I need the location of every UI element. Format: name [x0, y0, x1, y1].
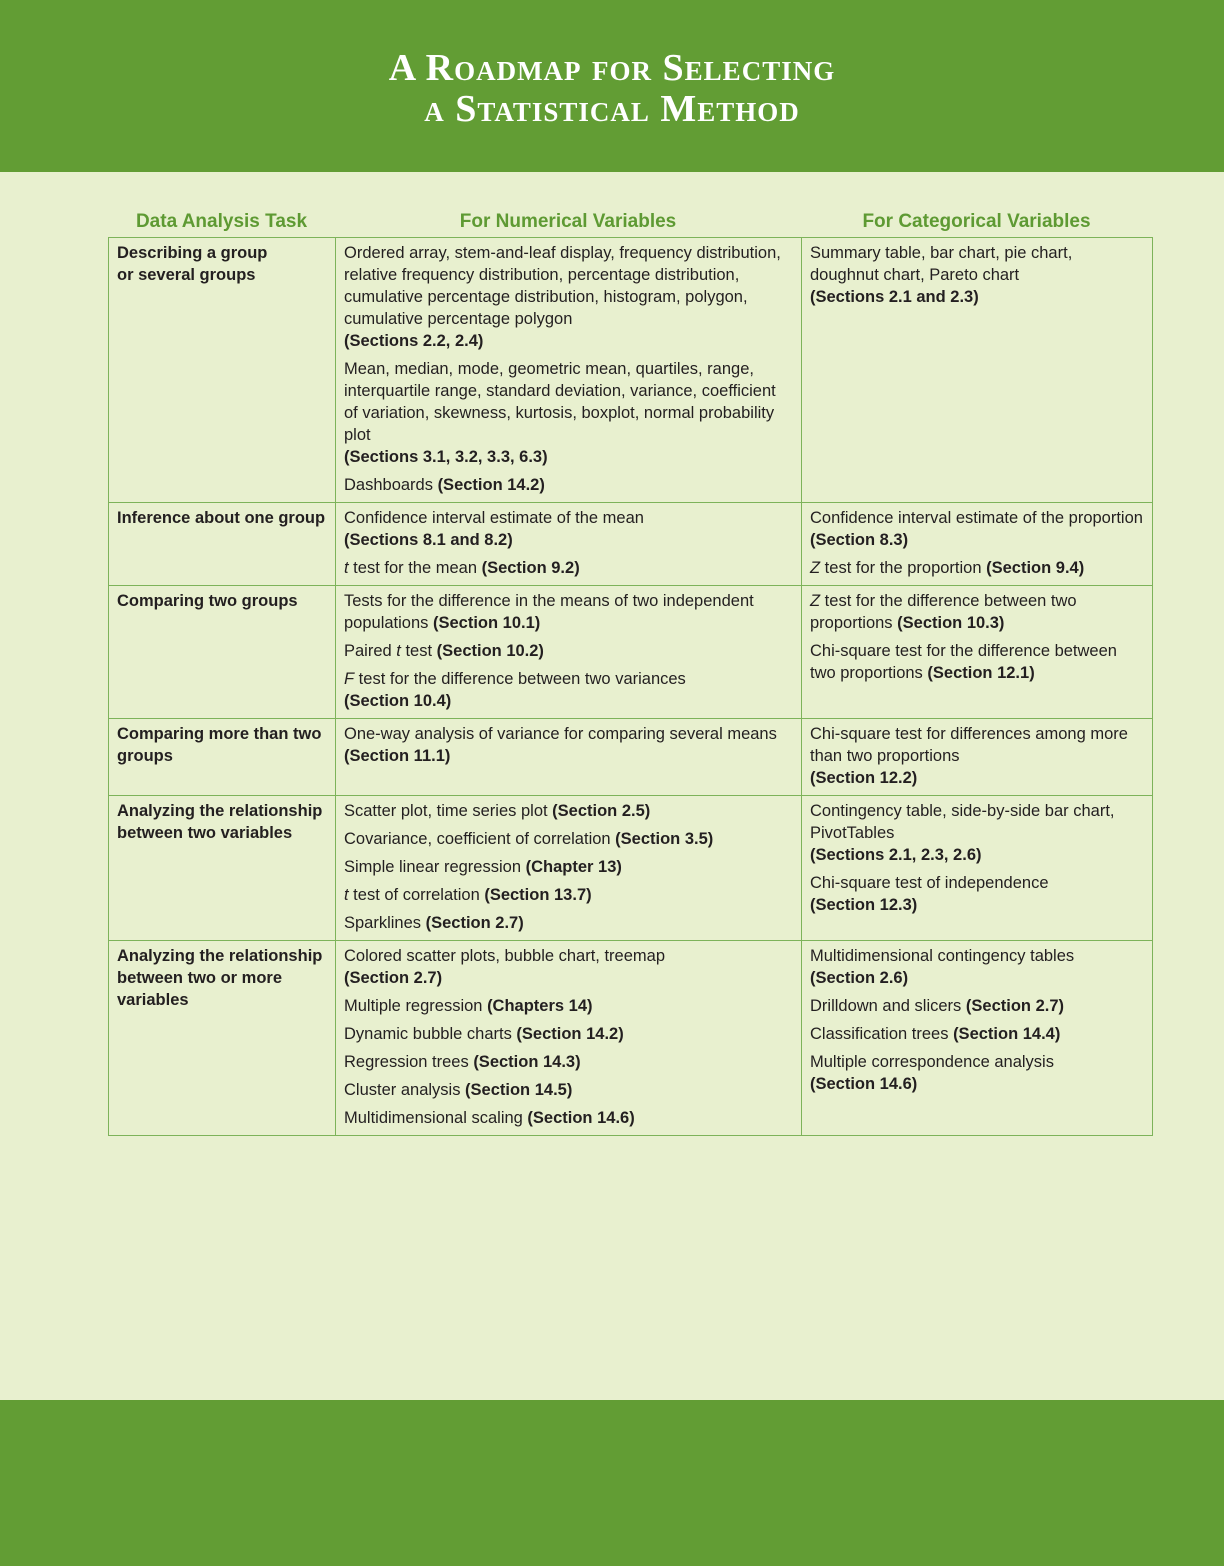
method-text: Multiple correspondence analysis — [810, 1053, 1054, 1071]
method-entry — [810, 507, 1144, 551]
section-reference: (Section 14.3) — [473, 1053, 581, 1071]
section-reference: (Section 14.5) — [465, 1081, 573, 1099]
method-text: t test of correlation — [344, 886, 485, 904]
section-reference: (Section 2.5) — [552, 802, 651, 820]
method-entry — [810, 1051, 1144, 1095]
method-text: Confidence interval estimate of the mean — [344, 509, 644, 527]
section-reference: (Section 10.1) — [433, 614, 541, 632]
method-entry — [344, 557, 793, 579]
method-entry — [344, 242, 793, 352]
method-text: Multiple regression — [344, 997, 488, 1015]
method-text: Simple linear regression — [344, 858, 526, 876]
section-reference: (Section 12.3) — [810, 896, 918, 914]
method-text: Regression trees — [344, 1053, 474, 1071]
categorical-methods-cell — [802, 941, 1153, 1136]
section-reference: (Section 10.2) — [436, 642, 544, 660]
categorical-methods-cell — [802, 796, 1153, 941]
section-reference: (Section 14.6) — [810, 1075, 918, 1093]
section-reference: (Sections 2.1, 2.3, 2.6) — [810, 846, 982, 864]
section-reference: (Chapters 14) — [487, 997, 593, 1015]
method-text: F test for the difference between two variances — [344, 670, 686, 688]
section-reference: (Sections 2.2, 2.4) — [344, 332, 484, 350]
method-entry — [344, 590, 793, 634]
method-text: Scatter plot, time series plot — [344, 802, 553, 820]
section-reference: (Section 14.2) — [516, 1025, 624, 1043]
method-text: Dashboards — [344, 476, 438, 494]
method-text: Mean, median, mode, geometric mean, quartiles, range, interquartile range, standard deviation, variance, coefficient of variation, skewness, kurtosis, boxplot, normal probability plot — [344, 360, 776, 444]
method-entry — [344, 723, 793, 767]
numerical-methods-cell — [336, 503, 802, 586]
numerical-methods-cell — [336, 719, 802, 796]
header-categorical: For Categorical Variables — [862, 211, 1091, 232]
method-text: One-way analysis of variance for comparing several means — [344, 725, 777, 743]
method-entry — [810, 1023, 1144, 1045]
method-text: Multidimensional scaling — [344, 1109, 528, 1127]
section-reference: (Section 14.4) — [953, 1025, 1061, 1043]
method-text: Tests for the difference in the means of two independent populations — [344, 592, 754, 632]
task-cell: Comparing more than two groups — [109, 719, 336, 796]
method-entry — [344, 912, 793, 934]
method-text: Classification trees — [810, 1025, 954, 1043]
method-entry — [810, 800, 1144, 866]
method-text: Dynamic bubble charts — [344, 1025, 517, 1043]
section-reference: (Sections 8.1 and 8.2) — [344, 531, 513, 549]
method-entry — [344, 884, 793, 906]
bottom-banner — [0, 1400, 1224, 1566]
task-cell: Analyzing the relationship between two or more variables — [109, 941, 336, 1136]
method-entry — [344, 358, 793, 468]
table-row — [109, 586, 1153, 719]
categorical-methods-cell — [802, 238, 1153, 503]
table-row — [109, 238, 1153, 503]
method-entry — [344, 640, 793, 662]
task-cell: Inference about one group — [109, 503, 336, 586]
method-text: Summary table, bar chart, pie chart, doughnut chart, Pareto chart — [810, 244, 1073, 284]
method-text: Contingency table, side-by-side bar chart, PivotTables — [810, 802, 1115, 842]
section-reference: (Section 9.4) — [986, 559, 1085, 577]
method-text: Chi-square test of independence — [810, 874, 1049, 892]
method-entry — [344, 1107, 793, 1129]
numerical-methods-cell — [336, 586, 802, 719]
method-entry — [344, 474, 793, 496]
numerical-methods-cell — [336, 238, 802, 503]
section-reference: (Section 8.3) — [810, 531, 909, 549]
section-reference: (Chapter 13) — [525, 858, 622, 876]
method-text: Chi-square test for differences among more than two proportions — [810, 725, 1128, 765]
method-entry — [810, 640, 1144, 684]
section-reference: (Section 2.7) — [965, 997, 1064, 1015]
method-text: Multidimensional contingency tables — [810, 947, 1075, 965]
method-entry — [344, 995, 793, 1017]
section-reference: (Section 12.1) — [927, 664, 1035, 682]
section-reference: (Section 2.7) — [344, 969, 443, 987]
method-entry — [810, 995, 1144, 1017]
header-numerical: For Numerical Variables — [459, 211, 677, 232]
header-task: Data Analysis Task — [135, 211, 308, 232]
title-line-1: A Roadmap for Selecting — [388, 47, 836, 89]
method-text: Confidence interval estimate of the proportion — [810, 509, 1143, 527]
method-entry — [344, 800, 793, 822]
section-reference: (Section 2.7) — [425, 914, 524, 932]
method-text: Cluster analysis — [344, 1081, 466, 1099]
section-reference: (Section 10.3) — [897, 614, 1005, 632]
method-entry — [344, 828, 793, 850]
table-row — [109, 941, 1153, 1136]
title-line-2: a Statistical Method — [424, 88, 800, 130]
section-reference: (Sections 3.1, 3.2, 3.3, 6.3) — [344, 448, 548, 466]
section-reference: (Section 11.1) — [344, 747, 451, 765]
method-entry — [810, 872, 1144, 916]
method-text: Drilldown and slicers — [810, 997, 966, 1015]
section-reference: (Section 14.6) — [527, 1109, 635, 1127]
table-row — [109, 503, 1153, 586]
method-text: Z test for the proportion — [810, 559, 987, 577]
section-reference: (Section 12.2) — [810, 769, 918, 787]
page-title — [0, 48, 1224, 130]
section-reference: (Section 9.2) — [481, 559, 580, 577]
method-text: Sparklines — [344, 914, 426, 932]
task-cell: Comparing two groups — [109, 586, 336, 719]
numerical-methods-cell — [336, 941, 802, 1136]
method-text: Z test for the difference between two proportions — [810, 592, 1077, 632]
method-text: Chi-square test for the difference between two proportions — [810, 642, 1117, 682]
method-entry — [344, 1079, 793, 1101]
section-reference: (Section 10.4) — [344, 692, 452, 710]
table-row — [109, 796, 1153, 941]
method-entry — [344, 507, 793, 551]
roadmap-table — [108, 237, 1153, 1136]
section-reference: (Sections 2.1 and 2.3) — [810, 288, 979, 306]
method-entry — [344, 1023, 793, 1045]
section-reference: (Section 14.2) — [437, 476, 545, 494]
table-row — [109, 719, 1153, 796]
section-reference: (Section 2.6) — [810, 969, 909, 987]
method-text: Covariance, coefficient of correlation — [344, 830, 616, 848]
method-entry — [810, 557, 1144, 579]
categorical-methods-cell — [802, 503, 1153, 586]
method-entry — [810, 242, 1144, 308]
method-entry — [810, 590, 1144, 634]
numerical-methods-cell — [336, 796, 802, 941]
method-entry — [344, 1051, 793, 1073]
task-cell: Describing a group or several groups — [109, 238, 336, 503]
method-text: Ordered array, stem-and-leaf display, frequency distribution, relative frequency distribution, percentage distribution, cumulative percentage distribution, histogram, polygon, cumulative percentage polygon — [344, 244, 781, 328]
method-entry — [344, 668, 793, 712]
task-cell: Analyzing the relationship between two variables — [109, 796, 336, 941]
method-entry — [810, 723, 1144, 789]
method-text: Paired t test — [344, 642, 437, 660]
section-reference: (Section 13.7) — [484, 886, 592, 904]
column-headers — [108, 211, 1152, 237]
method-entry — [810, 945, 1144, 989]
method-entry — [344, 945, 793, 989]
method-text: t test for the mean — [344, 559, 482, 577]
method-text: Colored scatter plots, bubble chart, treemap — [344, 947, 666, 965]
method-entry — [344, 856, 793, 878]
categorical-methods-cell — [802, 719, 1153, 796]
categorical-methods-cell — [802, 586, 1153, 719]
section-reference: (Section 3.5) — [615, 830, 714, 848]
